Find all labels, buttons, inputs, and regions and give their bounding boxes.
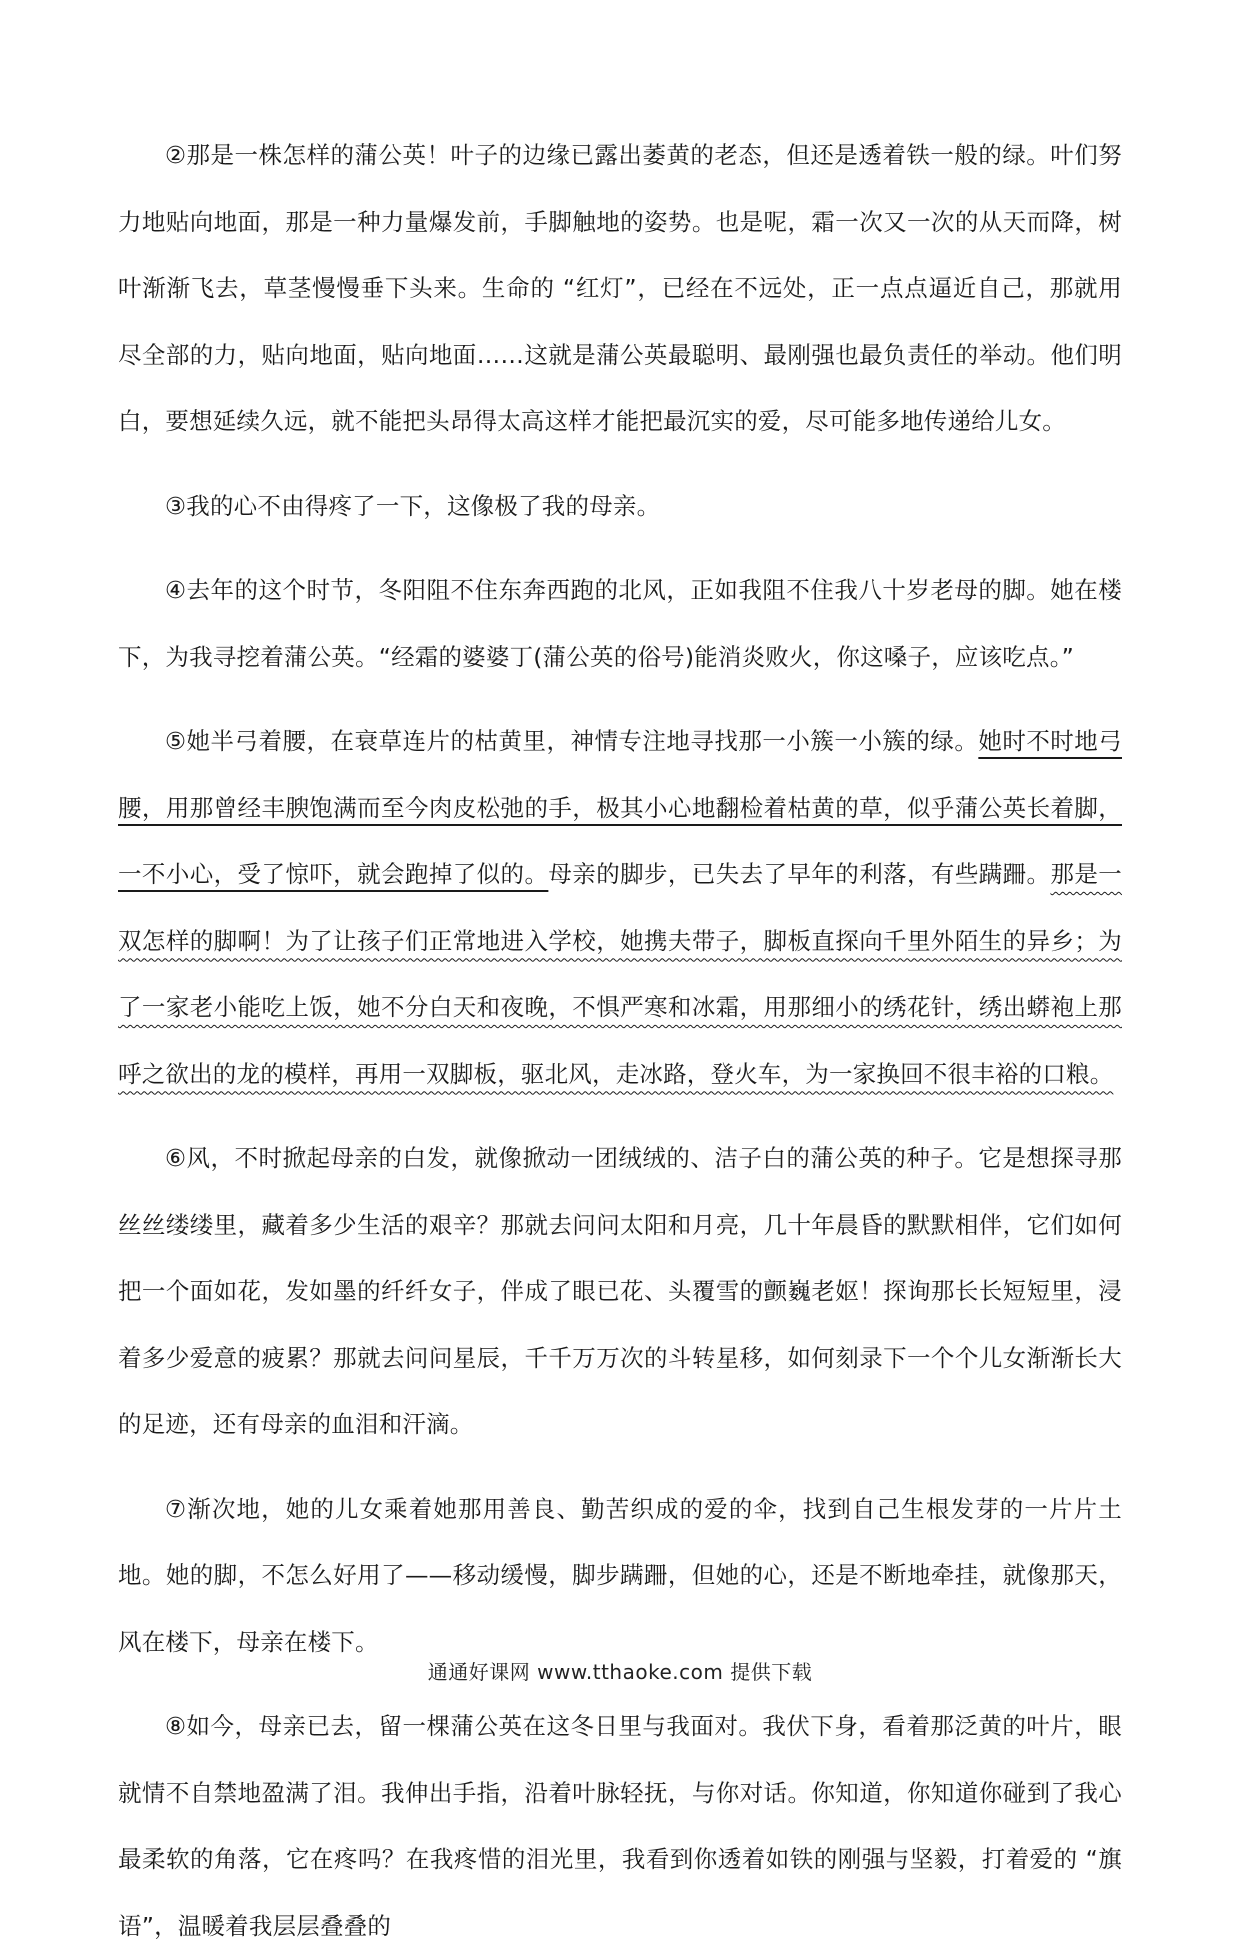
underlined-sentence: 她时不时地弓腰，用那曾经丰腴饱满而至今肉皮松弛的手，极其小心地翻检着枯黄的草，似乎蒲公英长着脚，一不小心，受了惊吓，就会跑掉了似的。 <box>118 727 1122 888</box>
paragraph-4: ④去年的这个时节，冬阳阻不住东奔西跑的北风，正如我阻不住我八十岁老母的脚。她在楼下，为我寻挖着蒲公英。“经霜的婆婆丁(蒲公英的俗号)能消炎败火，你这嗓子，应该吃点。” <box>118 576 1122 671</box>
paragraph-5-middle: 母亲的脚步，已失去了早年的利落，有些蹒跚。 <box>548 860 1051 888</box>
paragraph-5 <box>118 708 1122 1107</box>
wavy-underlined-passage: 那是一双怎样的脚啊！为了让孩子们正常地进入学校，她携夫带子，脚板直探向千里外陌生的异乡；为了一家老小能吃上饭，她不分白天和夜晚，不惧严寒和冰霜，用那细小的绣花针，绣出蟒袍上那呼之欲出的龙的模样，再用一双脚板，驱北风，走冰路，登火车，为一家换回不很丰裕的口粮。 <box>118 860 1122 1088</box>
paragraph-3: ③我的心不由得疼了一下，这像极了我的母亲。 <box>165 491 661 520</box>
paragraph-6: ⑥风，不时掀起母亲的白发，就像掀动一团绒绒的、洁子白的蒲公英的种子。它是想探寻那丝丝缕缕里，藏着多少生活的艰辛？那就去问问太阳和月亮，几十年晨昏的默默相伴，它们如何把一个面如花，发如墨的纤纤女子，伴成了眼已花、头覆雪的颤巍老妪！探询那长长短短里，浸着多少爱意的疲累？那就去问问星辰，千千万万次的斗转星移，如何刻录下一个个儿女渐渐长大的足迹，还有母亲的血泪和汗滴。 <box>118 1144 1122 1438</box>
paragraph-8: ⑧如今，母亲已去，留一棵蒲公英在这冬日里与我面对。我伏下身，看着那泛黄的叶片，眼就情不自禁地盈满了泪。我伸出手指，沿着叶脉轻抚，与你对话。你知道，你知道你碰到了我心最柔软的角落，它在疼吗？在我疼惜的泪光里，我看到你透着如铁的刚强与坚毅，打着爱的 “旗语”，温暖着我层层叠叠的 <box>118 1712 1122 1940</box>
paragraph-7: ⑦渐次地，她的儿女乘着她那用善良、勤苦织成的爱的伞，找到自己生根发芽的一片片土地。她的脚，不怎么好用了——移动缓慢，脚步蹒跚，但她的心，还是不断地牵挂，就像那天，风在楼下，母亲在楼下。 <box>118 1494 1122 1656</box>
paragraph-5-intro: ⑤她半弓着腰，在衰草连片的枯黄里，神情专注地寻找那一小簇一小簇的绿。 <box>165 727 979 755</box>
paragraph-2: ②那是一株怎样的蒲公英！叶子的边缘已露出萎黄的老态，但还是透着铁一般的绿。叶们努力地贴向地面，那是一种力量爆发前，手脚触地的姿势。也是呢，霜一次又一次的从天而降，树叶渐渐飞去，草茎慢慢垂下头来。生命的 “红灯”，已经在不远处，正一点点逼近自己，那就用尽全部的力，贴向地面，贴向地面……这就是蒲公英最聪明、最刚强也最负责任的举动。他们明白，要想延续久远，就不能把头昂得太高这样才能把最沉实的爱，尽可能多地传递给儿女。 <box>118 141 1122 435</box>
page-footer: 通通好课网 www.tthaoke.com 提供下载 <box>427 1660 813 1684</box>
